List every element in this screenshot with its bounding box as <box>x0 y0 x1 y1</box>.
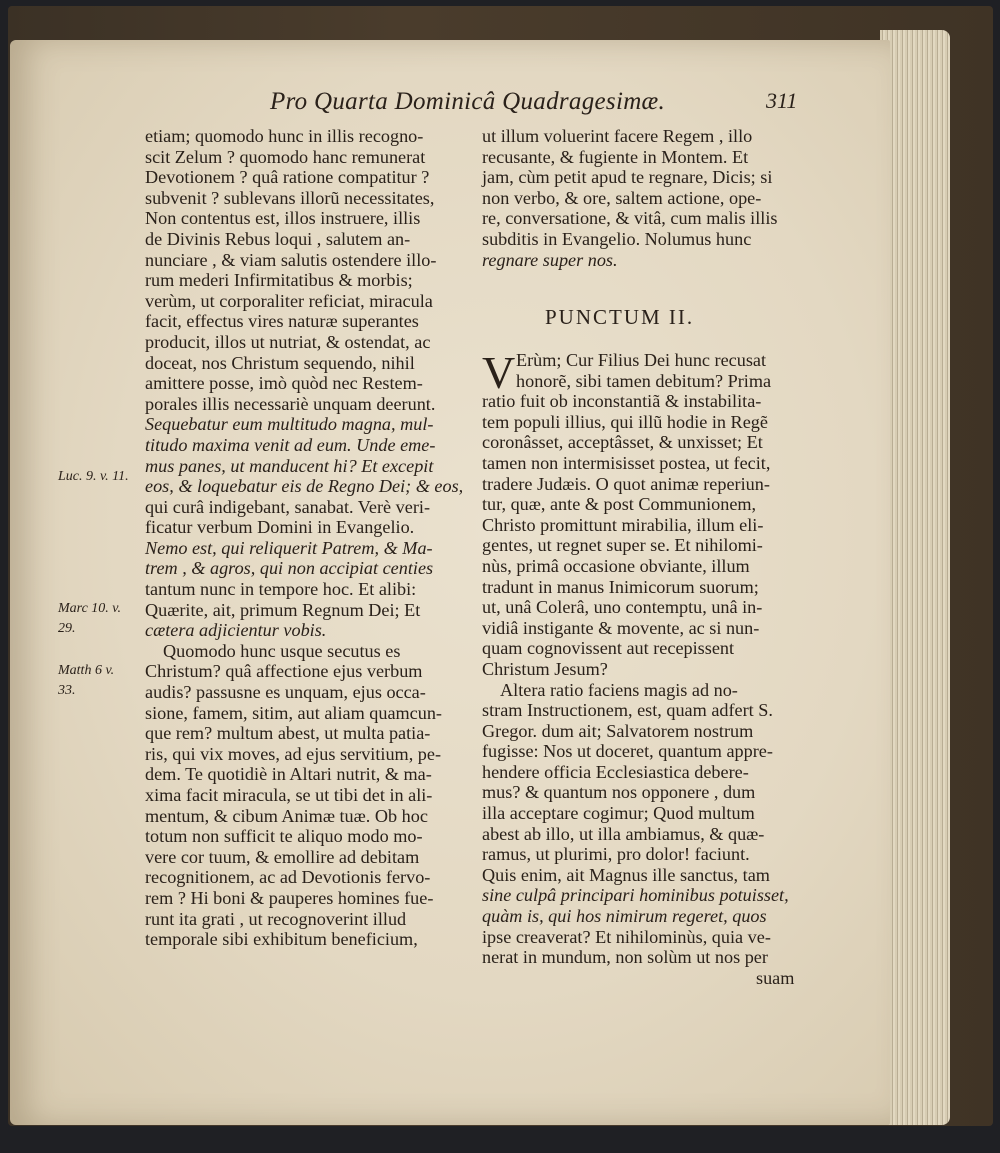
text-line: mentum, & cibum Animæ tuæ. Ob hoc <box>145 805 428 826</box>
text-line: producit, illos ut nutriat, & ostendat, ac <box>145 331 431 352</box>
text-line: totum non sufficit te aliquo modo mo- <box>145 826 423 847</box>
text-line: xima facit miracula, se ut tibi det in ali- <box>145 785 433 805</box>
text-line: mus panes, ut manducent hi? Et excepit <box>145 455 434 476</box>
text-line: hendere officia Ecclesiastica debere- <box>482 761 749 782</box>
text-line: nùs, primâ occasione obviante, illum <box>482 555 750 576</box>
text-line: recognitionem, ac ad Devotionis fervo- <box>145 867 431 888</box>
text-line: titudo maxima venit ad eum. Unde eme- <box>145 434 436 455</box>
text-line: Erùm; Cur Filius Dei hunc recusat <box>516 350 767 370</box>
text-line: temporale sibi exhibitum beneficium, <box>145 929 418 950</box>
text-line: trem , & agros, qui non accipiat centies <box>145 558 434 579</box>
text-line: non verbo, & ore, saltem actione, ope- <box>482 187 762 208</box>
text-line: etiam; quomodo hunc in illis recogno- <box>145 126 424 146</box>
text-line: Nemo est, qui reliquerit Patrem, & Ma- <box>145 537 433 558</box>
text-line: porales illis necessariè unquam deerunt. <box>145 393 436 414</box>
catchword: suam <box>756 967 795 988</box>
text-line: de Divinis Rebus loqui , salutem an- <box>145 228 411 249</box>
text-line: tem populi illius, qui illũ hodie in Regẽ <box>482 411 768 432</box>
text-line: tantum nunc in tempore hoc. Et alibi: <box>145 579 417 600</box>
text-line: dem. Te quotidiè in Altari nutrit, & ma- <box>145 764 432 785</box>
text-line: re, conversatione, & vitâ, cum malis illis <box>482 208 778 229</box>
text-line: fugisse: Nos ut doceret, quantum appre- <box>482 741 773 762</box>
text-line: runt ita grati , ut recognoverint illud <box>145 908 407 929</box>
margin-note-marc-verse: 29. <box>58 621 76 636</box>
margin-note-matth-verse: 33. <box>58 683 76 698</box>
text-line: jam, cùm petit apud te regnare, Dicis; si <box>482 167 773 188</box>
text-line: scit Zelum ? quomodo hanc remunerat <box>145 146 426 167</box>
text-line: tamen non intermisisset postea, ut fecit, <box>482 452 771 473</box>
text-line: cætera adjicientur vobis. <box>145 620 327 641</box>
margin-note-luc: Luc. 9. v. 11. <box>58 469 129 484</box>
text-line: Quis enim, ait Magnus ille sanctus, tam <box>482 864 770 885</box>
text-line: eos, & loquebatur eis de Regno Dei; & eos, <box>145 476 464 497</box>
text-line: subditis in Evangelio. Nolumus hunc <box>482 228 752 249</box>
text-line: stram Instructionem, est, quam adfert S. <box>482 700 773 721</box>
text-line: Christo promittunt mirabilia, illum eli- <box>482 514 764 535</box>
text-line: Non contentus est, illos instruere, illis <box>145 208 421 229</box>
text-line: Christum? quâ affectione ejus verbum <box>145 661 423 682</box>
text-line: Quomodo hunc usque secutus es <box>163 640 401 661</box>
text-line: abest ab illo, ut illa ambiamus, & quæ- <box>482 823 765 844</box>
text-line: regnare super nos. <box>482 249 618 270</box>
text-line: amittere posse, imò quòd nec Restem- <box>145 373 423 394</box>
running-header: Pro Quarta Dominicâ Quadragesimæ. <box>270 88 666 115</box>
text-line: tradere Judæis. O quot animæ reperiun- <box>482 473 770 494</box>
text-line: nerat in mundum, non solùm ut nos per <box>482 947 768 968</box>
text-line: vidiâ instigante & movente, ac si nun- <box>482 617 760 638</box>
text-line: verùm, ut corporaliter reficiat, miracula <box>145 290 433 311</box>
text-line: quàm is, qui hos nimirum regeret, quos <box>482 906 767 927</box>
left-column <box>145 126 463 950</box>
text-line: ficatur verbum Domini in Evangelio. <box>145 517 415 538</box>
text-line: audis? passusne es unquam, ejus occa- <box>145 682 426 703</box>
text-line: quam cognovissent aut recepissent <box>482 638 735 659</box>
text-line: subvenit ? sublevans illorũ necessitates, <box>145 187 435 208</box>
section-heading: PUNCTUM II. <box>545 305 695 329</box>
text-line: gentes, ut regnet super se. Et nihilomi- <box>482 535 763 556</box>
margin-note-marc: Marc 10. v. <box>58 601 121 616</box>
text-line: coronâsset, acceptâsset, & unxisset; Et <box>482 432 763 453</box>
text-line: ipse creaverat? Et nihilominùs, quia ve- <box>482 926 771 947</box>
text-line: vere cor tuum, & emollire ad debitam <box>145 846 420 867</box>
text-line: nunciare , & viam salutis ostendere illo- <box>145 249 437 270</box>
text-line: ut illum voluerint facere Regem , illo <box>482 126 753 146</box>
text-line: ut, unâ Colerâ, uno contemptu, unâ in- <box>482 597 763 618</box>
text-line: Altera ratio faciens magis ad no- <box>500 679 738 700</box>
text-line: recusante, & fugiente in Montem. Et <box>482 146 749 167</box>
text-line: rem ? Hi boni & pauperes homines fue- <box>145 887 434 908</box>
text-line: Gregor. dum ait; Salvatorem nostrum <box>482 720 754 741</box>
text-line: mus? & quantum nos opponere , dum <box>482 782 756 803</box>
text-line: ris, qui vix moves, ad ejus servitium, pe- <box>145 743 442 764</box>
page-edges <box>880 30 950 1125</box>
text-line: que rem? multum abest, ut multa patia- <box>145 723 431 744</box>
text-line: Christum Jesum? <box>482 658 608 679</box>
text-line: tradunt in manus Inimicorum suorum; <box>482 576 759 597</box>
text-line: sine culpâ principari hominibus potuisset, <box>482 885 789 906</box>
text-line: doceat, nos Christum sequendo, nihil <box>145 352 415 373</box>
text-line: ratio fuit ob inconstantiã & instabilita- <box>482 391 762 412</box>
text-line: tur, quæ, ante & post Communionem, <box>482 494 757 515</box>
text-line: Sequebatur eum multitudo magna, mul- <box>145 414 434 435</box>
margin-note-matth: Matth 6 v. <box>58 663 115 678</box>
drop-cap: V <box>482 347 516 398</box>
text-line: honorẽ, sibi tamen debitum? Prima <box>516 370 772 391</box>
right-column-top <box>482 126 777 270</box>
page-number: 311 <box>766 88 798 113</box>
text-line: rum mederi Infirmitatibus & morbis; <box>145 270 413 291</box>
text-line: illa acceptare cogimur; Quod multum <box>482 803 755 824</box>
text-line: Devotionem ? quâ ratione compatitur ? <box>145 167 430 188</box>
text-line: facit, effectus vires naturæ superantes <box>145 311 419 332</box>
text-line: Quærite, ait, primum Regnum Dei; Et <box>145 599 421 620</box>
text-line: sione, famem, sitim, aut aliam quamcun- <box>145 702 442 723</box>
text-line: ramus, ut plurimi, pro dolor! faciunt. <box>482 844 750 865</box>
right-column-body <box>482 347 795 988</box>
text-line: qui curâ indigebant, sanabat. Verè veri- <box>145 496 430 517</box>
